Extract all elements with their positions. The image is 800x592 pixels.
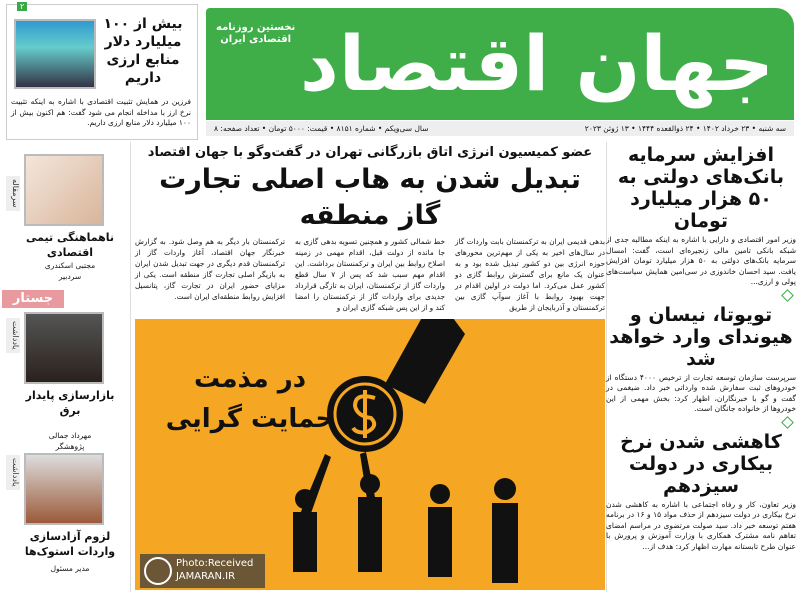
editorial[interactable] [4,148,126,288]
editorial-headline[interactable]: ناهماهنگی تیمی اقتصادی [26,231,114,259]
divider [130,142,131,592]
jamaran-logo [144,557,172,585]
story-body: وزیر امور اقتصادی و دارایی با اشاره به اینکه مطالبه جدی از شبکه بانکی تامین مالی زنجیره‌ای است، گفت: امسال سرمایه بانک‌های دولتی به ۵۰ هزار میلیارد تومان افزایش یافت. سید احسان خاندوزی در سی‌امین همایش سیاست‌های پولی و ارزی... [606,235,796,286]
masthead [206,8,794,120]
section-label: یادداشت [6,455,20,490]
issue-text: سال سی‌ویکم • شماره ۸۱۵۱ • قیمت: ۵۰۰۰ تومان • تعداد صفحه: ۸ [214,124,429,133]
lead-headline[interactable]: تبدیل شدن به هاب اصلی تجارت گاز منطقه [159,164,581,231]
story-body: وزیر تعاون، کار و رفاه اجتماعی با اشاره به کاهشی شدن نرخ بیکاری در دولت سیزدهم از حذف مواد ۱۵ و ۱۶ در برنامه هفتم توسعه خبر داد. سید صولت مرتضوی در مراسم امضای تفاهم نامه مشترک همکاری با وزارت آموزش و پرورش با عنوان طرح تابستانه مهارت اظهار کرد: هدف از... [606,499,796,551]
right-story[interactable] [606,144,796,300]
watermark-line: JAMARAN.IR [176,571,236,582]
date-strip [206,121,794,136]
author-role: سردبیر [58,272,82,281]
editorial-photo [24,154,104,226]
right-column [606,144,796,590]
lead-column: خط شمالی کشور و همچنین تسویه بدهی گازی به جا مانده از دولت قبل، اقدام مهمی در زمینه اصلاح روابط بین ایران و ترکمنستان برداشت. این اقدام مهم سبب شد که پس از ۷ سال قطع واردات گاز از ترکمنستان، ایران به تازگی قرارداد جدیدی برای واردات گاز از ترکمنستان را امضا کند و از این پس شبکه گازی ایران و [295,237,445,312]
tagline-line: نخستین روزنامه [216,22,296,33]
author-name: مهرداد جمالی [48,431,92,440]
page-ref-icon [781,416,794,429]
section-label: سرمقاله [6,176,20,211]
teaser-box[interactable] [6,4,198,140]
note[interactable] [4,296,126,451]
lead-body [135,236,605,313]
teaser-body: فرزین در همایش تثبیت اقتصادی با اشاره به اینکه تثبیت نرخ ارز با مداخله انجام می شود گفت: هم اکنون بیش از ۱۰۰ میلیارد دلار منابع ارزی داریم. [11,97,191,127]
newspaper-logo: جهان اقتصاد [299,19,774,108]
lead-kicker: عضو کمیسیون انرژی اتاق بازرگانی تهران در گفت‌وگو با جهان اقتصاد [147,145,593,160]
tagline-line: اقتصادی ایران [220,34,292,45]
photo-watermark [140,554,265,588]
watermark-line: Photo:Received [176,558,254,569]
note-text [14,388,126,452]
note-headline[interactable]: لزوم آزادسازی واردات استوک‌ها [24,530,116,558]
story-headline[interactable]: تویوتا، نیسان و هیوندای وارد خواهد شد [609,303,793,370]
author-role: پژوهشگر [55,442,85,451]
illustration-caption: در مذمت حمایت گرایی [165,364,335,434]
lead-story [135,144,605,590]
editorial-text [14,230,126,282]
author-photo [24,312,104,384]
lead-column: بدهی قدیمی ایران به ترکمنستان بابت واردات گاز در سال‌های اخیر به یکی از مهم‌ترین محورهای حوزه انرژی بین دو کشور تبدیل شده بود و به عنوان یک مانع برای گسترش روابط گازی دو کشور عمل می‌کرد. اما دولت در اولین اقدام در جهت بهبود روابط با آغاز سوآپ گازی بین ترکمنستان و آذربایجان از طریق [455,237,605,312]
page-ref-icon [781,289,794,302]
note[interactable] [4,445,126,592]
section-banner: جستار [2,290,64,308]
author-photo [24,453,104,525]
section-label: یادداشت [6,318,20,353]
author-role: مدیر مسئول [50,564,90,573]
note-headline[interactable]: بازارسازی پایدار برق [25,389,115,417]
author-name: مجتبی اسکندری [44,261,96,270]
right-story[interactable] [606,304,796,427]
lead-illustration[interactable] [135,319,605,590]
tagline [216,22,295,46]
date-text: سه شنبه • ۲۳ خرداد ۱۴۰۲ • ۲۴ ذوالقعده ۱۴۴۴ • ۱۳ ژوئن ۲۰۲۳ [584,124,786,133]
note-text [14,529,126,574]
story-headline[interactable]: افزایش سرمایه بانک‌های دولتی به ۵۰ هزار میلیارد تومان [617,144,785,232]
teaser-photo [14,19,96,89]
lead-column: ترکمنستان بار دیگر به هم وصل شود. به گزارش خبرنگار جهان اقتصاد، آغاز واردات گاز از ترکمنستان قدم دیگری در جهت تبدیل شدن ایران به بازیگر اصلی تجارت گاز منطقه است. یکی از مزایای حضور ایران در تجارت گاز، پتانسیل افزایش روابط منطقه‌ای ایران است. [135,237,285,301]
story-body: سرپرست سازمان توسعه تجارت از ترخیص ۴۰۰۰ دستگاه از خودروهای ثبت سفارش شده وارداتی خبر داد. ضیغمی در گفت و گو با خبرنگاران، اظهار کرد: بخش مهمی از این خودروها از خانواده جانگان است. [606,372,796,413]
teaser-headline[interactable]: بیش از ۱۰۰ میلیارد دلار منابع ارزی داریم [103,16,183,86]
story-headline[interactable]: کاهشی شدن نرخ بیکاری در دولت سیزدهم [620,430,782,497]
right-story[interactable] [606,431,796,553]
page-number-badge: ۲ [17,2,27,11]
